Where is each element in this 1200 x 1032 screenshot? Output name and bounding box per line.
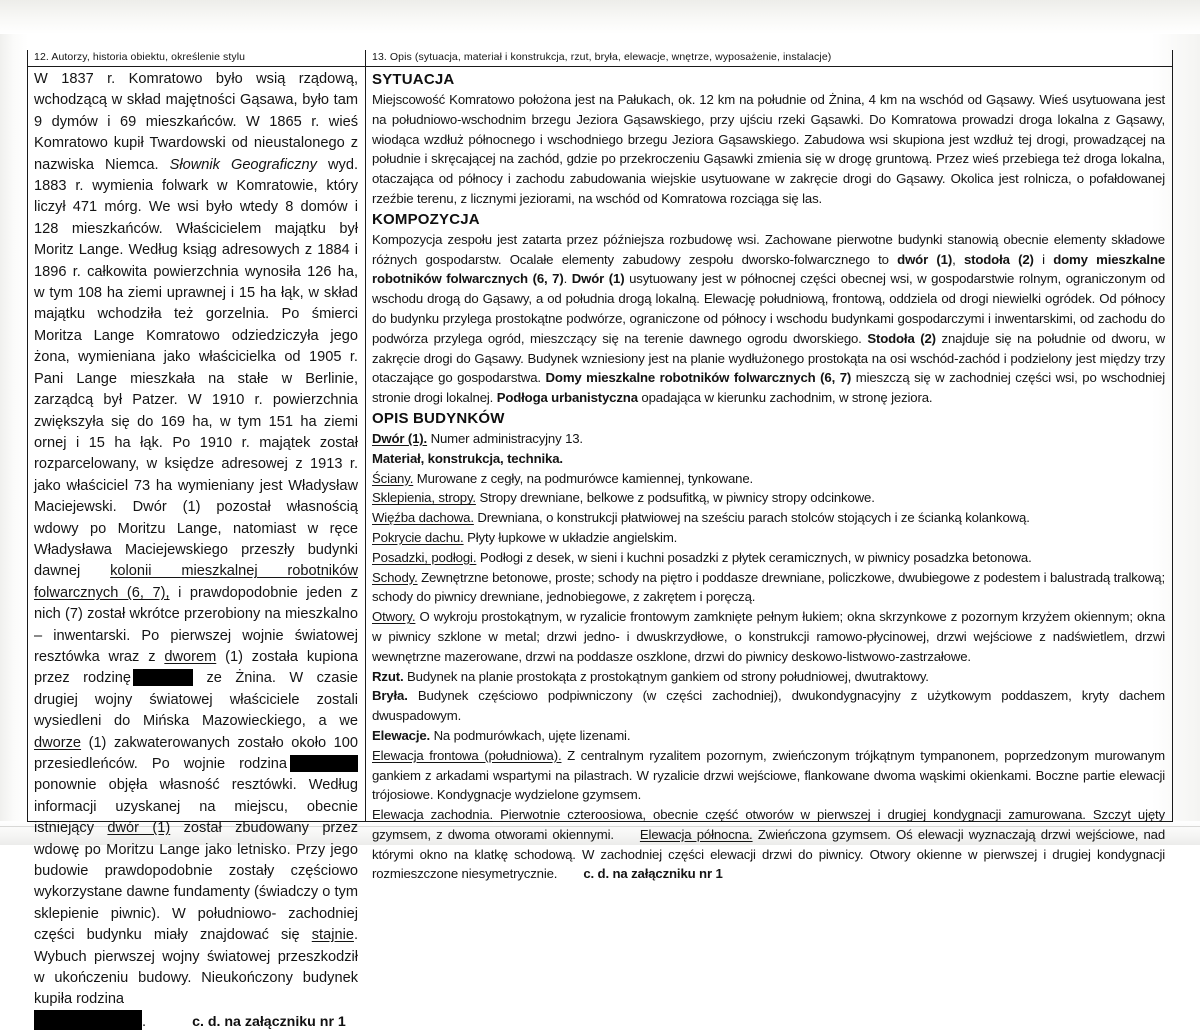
kompozycja-dwor-2: Dwór (1): [571, 271, 625, 287]
entry-otwory-label: Otwory.: [372, 609, 416, 625]
history-paragraph: [34, 69, 358, 1011]
entry-rzut: [372, 667, 1165, 687]
column-description-body: [366, 67, 1172, 884]
entry-wiezba-label: Więźba dachowa.: [372, 510, 474, 526]
redaction-bar-3: [34, 1010, 142, 1030]
history-underline-colony: kolonii mieszkalnej robotników folwarcznych (6, 7),: [34, 563, 358, 601]
entry-schody-label: Schody.: [372, 569, 418, 585]
kompozycja-t8: opadająca w kierunku zachodnim, w stronę jeziora.: [641, 390, 933, 406]
entry-schody-text: Zewnętrzne betonowe, proste; schody na piętro i poddasze drewniane, policzkowe, dwubiegowe z podestem i balustradą tralkową; schody do piwnicy drewniane, jednobiegowe, z zakrętem i poręczą.: [372, 569, 1165, 605]
entry-wiezba: [372, 508, 1165, 528]
entry-otwory-text: O wykroju prostokątnym, w ryzalicie frontowym zamknięte pełnym łukiem; okna skrzynkowe z pozornym krzyżem okiennym; okna w piwnicy szklone w metal; drzwi jedno- i dwuskrzydłowe, o konstrukcji ramowo-płycinowej, drzwi wejściowe z nadświetlem, drzwi wewnętrzne mazerowane, drzwi na poddasze oszklone, drzwi do piwnicy deskowo-listwowo-zastrzałowe.: [372, 609, 1165, 664]
column-header-12: 12. Autorzy, historia obiektu, określenie stylu: [28, 50, 365, 67]
heading-kompozycja: KOMPOZYCJA: [372, 210, 480, 228]
entry-elewacje-label: Elewacje.: [372, 727, 431, 743]
entry-pokrycie: [372, 528, 1165, 548]
entry-sklepienia-label: Sklepienia, stropy.: [372, 490, 476, 506]
history-continuation-note: c. d. na załączniku nr 1: [192, 1013, 346, 1030]
entry-sciany-text: Murowane z cegły, na podmurówce kamiennej, tynkowane.: [416, 470, 754, 486]
dwor-value: Numer administracyjny 13.: [430, 430, 583, 446]
material-heading: [372, 449, 1165, 469]
description-continuation-note: c. d. na załączniku nr 1: [583, 866, 723, 882]
history-underline-manor-3: dwór (1): [107, 820, 171, 837]
column-description: [366, 50, 1172, 882]
entry-elewacja-polnocna-text: Zwieńczona gzymsem. Oś elewacji wyznaczają drzwi wejściowe, nad którymi okno na klatkę schodową. W zachodniej części elewacji drzwi do piwnicy. Otwory okienne w pierwszej i drugiej kondygnacji rozmieszczone niesymetrycznie.: [372, 826, 1166, 882]
entry-bryla-text: Budynek częściowo podpiwniczony (w części zachodniej), dwukondygnacyjny z użytkowym poddaszem, kryty dachem dwuspadowym.: [372, 688, 1165, 724]
kompozycja-t4: .: [563, 271, 568, 287]
entry-bryla: [372, 686, 1165, 726]
entry-sklepienia-text: Stropy drewniane, belkowe z podsufitką, w piwnicy stropy odcinkowe.: [479, 490, 875, 506]
column-header-13: 13. Opis (sytuacja, materiał i konstrukcja, rzut, bryła, elewacje, wnętrze, wyposażenie, instalacje): [366, 50, 1172, 67]
entry-sklepienia: [372, 488, 1165, 508]
history-underline-manor-1: dworem: [164, 648, 217, 665]
entry-elewacja-zachodnia-label: Elewacja zachodnia.: [372, 807, 493, 823]
history-footer-row: [34, 1012, 358, 1032]
entry-bryla-label: Bryła.: [372, 688, 408, 704]
kompozycja-stodola: stodoła (2): [963, 251, 1034, 267]
history-text-3: i prawdopodobnie jeden z nich (7) został wkrótce przerobiony na mieszkalno – inwentarski. Po pierwszej wojnie światowej resztówka wraz z: [34, 584, 358, 665]
history-text-7: ponownie objęła własność resztówki. Według informacji uzyskanej na miejscu, obecnie istniejący: [34, 777, 358, 837]
entry-sciany: [372, 469, 1165, 489]
kompozycja-domy: domy mieszkalne robotników folwarcznych (6, 7): [372, 251, 1166, 287]
entry-elewacja-frontowa-label: Elewacja frontowa (południowa).: [372, 747, 562, 763]
entry-posadzki: [372, 548, 1165, 568]
entry-elewacja-polnocna-label: Elewacja północna.: [639, 826, 753, 842]
dictionary-title: Słownik Geograficzny: [169, 156, 317, 173]
history-text-2: wyd. 1883 r. wymienia folwark w Komratowie, który liczył 471 mórg. We wsi było wtedy 8 domów i 128 mieszkańców. Właścicielem majątku był Moritz Lange. Według ksiąg adresowych z 1884 i 1896 r. całkowita powierzchnia wynosiła 126 ha, w tym 108 ha ziemi uprawnej i 15 ha łąk, w skład majątku wchodziła też gorzelnia. Po śmierci Moritza Lange Komratowo odziedziczyła jego żona, wymieniana jako właścicielka od 1905 r. Pani Lange mieszkała na stałe w Berlinie, zarządcą był Patzer. W 1910 r. powierzchnia zwiększyła się do 169 ha, w tym 151 ha ziemi ornej i 15 ha łąk. Po 1910 r. majątek został rozparcelowany, w księdze adresowej z 1913 r. jako właściciel 73 ha wymieniany jest Władysław Maciejewski. Dwór (1) pozostał własnością wdowy po Moritzu Lange, natomiast w ręce Władysława Maciejewskiego przeszły budynki dawnej: [34, 156, 359, 580]
entry-elewacja-frontowa: [372, 746, 1165, 805]
column-history-body: [28, 67, 365, 1032]
kompozycja-t2: ,: [952, 251, 956, 267]
kompozycja-stodola-2: Stodoła (2): [867, 330, 936, 346]
material-heading-label: Materiał, konstrukcja, technika.: [372, 450, 563, 466]
entry-schody: [372, 568, 1165, 608]
heading-opis-budynkow: OPIS BUDYNKÓW: [372, 409, 505, 427]
kompozycja-t3: i: [1042, 251, 1045, 267]
kompozycja-dwor-1: dwór (1): [897, 251, 953, 267]
history-text-6: (1) zakwaterowanych zostało około 100 przesiedleńców. Po wojnie rodzina: [34, 734, 358, 772]
kompozycja-t7: mieszczą się w zachodniej części wsi, po wschodniej stronie drogi lokalnej.: [372, 370, 1166, 406]
kompozycja-podloga: Podłoga urbanistyczna: [496, 390, 638, 406]
scan-top-edge: [0, 0, 1200, 34]
entry-posadzki-text: Podłogi z desek, w sieni i kuchni posadzki z płytek ceramicznych, w piwnicy posadzka betonowa.: [479, 549, 1032, 565]
entry-elewacja-frontowa-text: Z centralnym ryzalitem pozornym, zwieńczonym trójkątnym tympanonem, poprzedzonym murowanym gankiem z arkadami wspartymi na pilastrach. W ryzalicie drzwi wejściowe, flankowane dwoma wąskimi okienkami. Boczne partie elewacji trójosiowe. Kondygnacje wydzielone gzymsem.: [372, 747, 1165, 803]
column-history: [28, 50, 366, 1030]
kompozycja-t6: znajduje się na południe od dworu, w zakręcie drogi do Gąsawy. Budynek wzniesiony jest na planie wydłużonego prostokąta na osi wschód-zachód i podzielony jest między trzy otaczające go gospodarstwa.: [372, 330, 1166, 386]
kompozycja-t1: Kompozycja zespołu jest zatarta przez późniejsza rozbudowę wsi. Zachowane pierwotne budynki stanowią obecnie elementy składowe różnych gospodarstw. Ocalałe elementy zabudowy zespołu dworsko-folwarcznego to: [372, 231, 1165, 267]
dwor-label: Dwór (1).: [372, 430, 428, 446]
entry-rzut-text: Budynek na planie prostokąta z prostokątnym gankiem od strony południowej, dwutraktowy.: [407, 668, 929, 684]
entry-elewacje: [372, 726, 1165, 746]
history-text-5: ze Żnina. W czasie drugiej wojny światowej właściciele zostali wysiedleni do Mińska Mazowieckiego, a we: [34, 670, 358, 730]
entry-otwory: [372, 607, 1165, 666]
dwor-entry: [372, 429, 1165, 449]
redaction-bar-1: [133, 669, 193, 686]
heading-sytuacja: SYTUACJA: [372, 71, 455, 88]
entry-sciany-label: Ściany.: [372, 470, 414, 486]
entry-pokrycie-text: Płyty łupkowe w układzie angielskim.: [467, 529, 678, 545]
kompozycja-domy-2: Domy mieszkalne robotników folwarcznych (6, 7): [545, 370, 852, 386]
kompozycja-t5: usytuowany jest w północnej części obecnej wsi, w gospodarstwie rolnym, ograniczonym od wschodu drogą do Gąsawy, a od południa drogą lokalną. Elewację południową, frontową, oddziela od drogi niewielki ogródek. Od północy do budynku przylega prostokątne podwórze, ograniczone od północy i wschodu budynkami gospodarczymi i inwentarskimi, od zachodu do podwórza przylega ogród, mieszczący się na terenie dawnego ogrodu dworskiego.: [372, 271, 1166, 346]
redaction-bar-2: [290, 755, 358, 772]
sytuacja-body: Miejscowość Komratowo położona jest na Pałukach, ok. 12 km na południe od Żnina, 4 km na wschód od Gąsawy. Wieś usytuowana jest na południowo-wschodnim brzegu Jeziora Gąsawskiego, przy ujściu rzeki Gąsawki. Do Komratowa prowadzi droga lokalna z Gąsawy, wiodąca wzdłuż północnego i wschodniego brzegu Jeziora Gąsawskiego. Zabudowa wsi skupiona jest wzdłuż tej drogi, prowadzącej na południe i skręcającej na zachód, gdzie po przekroczeniu Gąsawki zmienia się w drogę gruntową. Przez wieś przebiega też droga lokalna, otaczająca od północy i zachodu zabudowania wiejskie usytuowane w zakręcie drogi do Gąsawy. Okolica jest rolnicza, o pofałdowanej rzeźbie terenu, z licznymi jeziorami, na wschód od Komratowa rozciąga się las.: [372, 92, 1165, 206]
entry-wiezba-text: Drewniana, o konstrukcji płatwiowej na sześciu parach stolców stojących i ze ścianką kolankową.: [477, 510, 1030, 526]
history-underline-stables: stajnie: [311, 927, 354, 944]
kompozycja-body: [372, 230, 1165, 408]
entry-pokrycie-label: Pokrycie dachu.: [372, 529, 464, 545]
history-text-8: został zbudowany przez wdowę po Moritzu Lange jako letnisko. Przy jego budowie prawdopodobnie zostały częściowo wykorzystane dawne fundamenty (świadczy o tym sklepienie piwnic). W południowo- zachodniej części budynku miały znajdować się: [34, 820, 358, 944]
entry-rzut-label: Rzut.: [372, 668, 404, 684]
redaction-trailing-period: .: [142, 1013, 147, 1030]
entry-elewacje-text: Na podmurówkach, ujęte lizenami.: [433, 727, 631, 743]
history-text-4: (1) została kupiona przez rodzinę: [34, 648, 358, 687]
record-card-table: [27, 50, 1173, 1030]
entry-posadzki-label: Posadzki, podłogi.: [372, 549, 477, 565]
entry-elewacja-zachodnia-text: Pierwotnie czteroosiowa, obecnie część otworów w pierwszej i drugiej kondygnacji zamurowana. Szczyt ujęty gzymsem, z dwoma otworami okiennymi.: [372, 807, 1166, 842]
history-underline-manor-2: dworze: [34, 734, 82, 751]
history-text-9: . Wybuch pierwszej wojny światowej przeszkodził w ukończeniu budowy. Nieukończony budynek kupiła rodzina: [34, 927, 358, 1008]
history-text-1: W 1837 r. Komratowo było wsią rządową, wchodzącą w skład majętności Gąsawa, było tam 9 dymów i 69 mieszkańców. W 1865 r. wieś Komratowo kupił Twardowski od nieustalonego z nazwiska Niemca.: [34, 71, 358, 173]
